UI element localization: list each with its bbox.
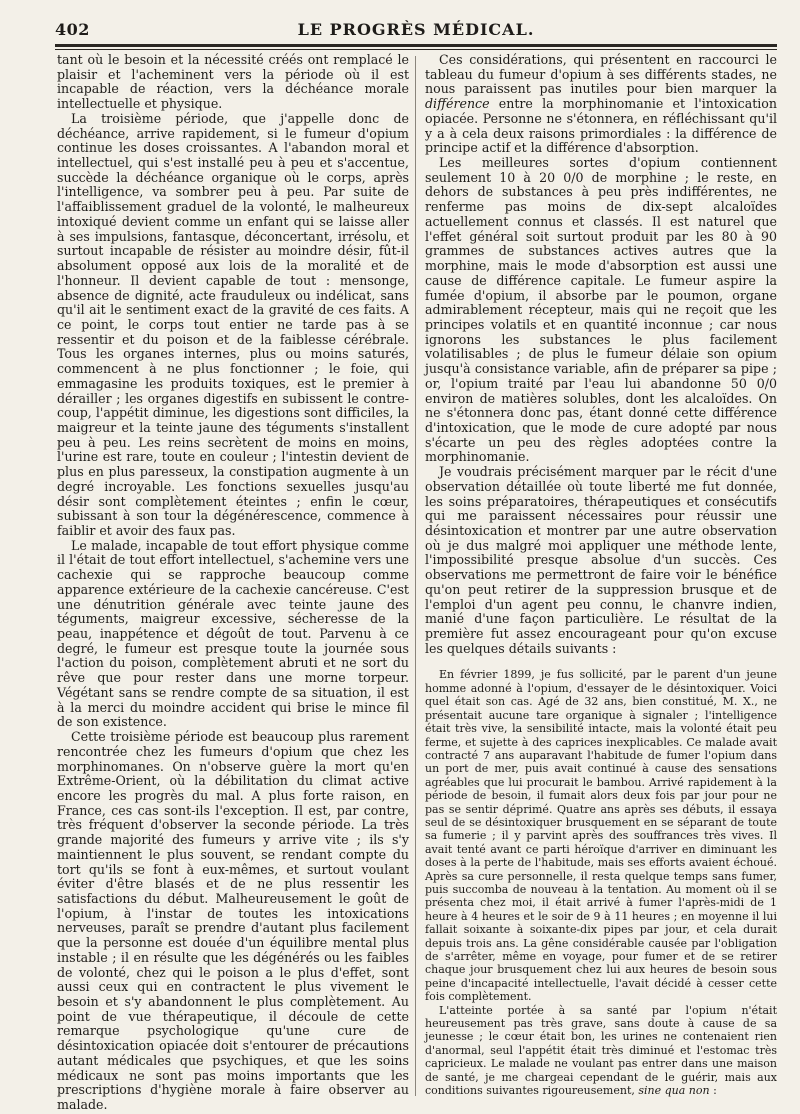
case-paragraph-2-start: L'atteinte portée à sa santé par l'opium n'était heureusement pas très grave, sans doute à cause de sa jeunesse ; le cœur était bon, les urines ne contenaient rien d'anormal, seul l'appétit était très diminué et l'estomac très capricieux. Le malade ne voulant pas entrer dans une maison de santé, je me chargeai cependant de le guérir, mais aux conditions suivantes rigoureusement, <box>425 1003 777 1098</box>
right-paragraph-3: Je voudrais précisément marquer par le récit d'une observation détaillée où toute liberté me fut donnée, les soins préparatoires, thérapeutiques et consécutifs qui me paraissent nécessaires pour réussir une désintoxication et montrer par une autre observation où je dus malgré moi appliquer une méthode lente, l'impossibilité presque absolue d'un succès. Ces observations me permettront de faire voir le bénéfice qu'on peut retirer de la suppression brusque et de l'emploi d'un agent peu connu, le chanvre indien, manié d'une façon particulière. Le résultat de la première fut assez encourageant pour qu'on excuse les quelques détails suivants : <box>425 464 777 656</box>
right-column <box>425 53 777 1103</box>
right-paragraph-1-start: Ces considérations, qui présentent en raccourci le tableau du fumeur d'opium à ses différents stades, ne nous paraissent pas inutiles pour bien marquer la <box>425 52 777 97</box>
case-paragraph-2-end: : <box>709 1084 717 1098</box>
right-paragraph-1-end: entre la morphinomanie et l'intoxication opiacée. Personne ne s'étonnera, en réfléchissant qu'il y a à cela deux raisons primordiales : la différence de principe actif et la différence d'absorption. <box>425 96 777 156</box>
left-paragraph-3: Le malade, incapable de tout effort physique comme il l'était de tout effort intellectuel, s'achemine vers une cachexie qui se rapproche beaucoup comme apparence extérieure de la cachexie cancéreuse. C'est une dénutrition générale avec teinte jaune des téguments, maigreur excessive, sécheresse de la peau, inappétence et dégoût de tout. Parvenu à ce degré, le fumeur est presque toute la journée sous l'action du poison, complètement abruti et ne sort du rêve que pour rester dans une morne torpeur. Végétant sans se rendre compte de sa situation, il est à la merci du moindre accident qui brise le mince fil de son existence. <box>57 537 409 730</box>
right-paragraph-2: Les meilleures sortes d'opium contiennent seulement 10 à 20 0/0 de morphine ; le reste, en dehors de substances à peu près indifférentes, ne renferme pas moins de dix-sept alcaloïdes actuellement connus et classés. Il est naturel que l'effet général soit surtout produit par les 80 à 90 grammes de substances actives autres que la morphine, mais le mode d'absorption est aussi une cause de différence capitale. Le fumeur aspire la fumée d'opium, il absorbe par le poumon, organe admirablement récepteur, mais qui ne reçoit que les principes volatils et en quantité inconnue ; car nous ignorons les substances le plus facilement volatilisables ; de plus le fumeur délaie son opium jusqu'à consistance variable, afin de préparer sa pipe ; or, l'opium traité par l'eau lui abandonne 50 0/0 environ de matières solubles, dont les alcaloïdes. On ne s'étonnera donc pas, étant donné cette différence d'intoxication, que le mode de cure adopté par nous s'écarte un peu des règles adoptées contre la morphinomanie. <box>425 155 777 465</box>
page-number: 402 <box>55 20 90 39</box>
header-rule-thick <box>55 44 777 47</box>
left-paragraph-2: La troisième période, que j'appelle donc de déchéance, arrive rapidement, si le fumeur d'opium continue les doses croissantes. A l'abandon moral et intellectuel, qui s'est installé peu à peu et s'accentue, succède la déchéance organique où le corps, après l'intelligence, va sombrer peu à peu. Par suite de l'affaiblissement graduel de la volonté, le malheureux intoxiqué devient comme un enfant qui se laisse aller à ses impulsions, fantasque, déconcertant, irrésolu, et surtout incapable de résister au moindre désir, fût-il absolument opposé aux lois de la moralité et de l'honneur. Il devient capable de tout : mensonge, absence de dignité, acte frauduleux ou indélicat, sans qu'il ait le sentiment exact de la gravité de ces faits. A ce point, le corps tout entier ne tarde pas à se ressentir et du poison et de la faiblesse cérébrale. Tous les organes internes, plus ou moins saturés, commencent à ne plus fonctionner ; le foie, qui emmagasine les produits toxiques, est le premier à dérailler ; les organes digestifs en subissent le contre-coup, l'appétit diminue, les digestions sont difficiles, la maigreur et la teinte jaune des téguments s'installent peu à peu. Les reins secrètent de moins en moins, l'urine est rare, toute en couleur ; l'intestin devient de plus en plus paresseux, la constipation augmente à un degré incroyable. Les fonctions sexuelles jusqu'au désir sont complètement éteintes ; enfin le cœur, subissant à son tour la dégénérescence, commence à faiblir et avoir des faux pas. <box>57 110 409 538</box>
header-rule-thin <box>55 49 777 50</box>
running-title: LE PROGRÈS MÉDICAL. <box>297 20 535 39</box>
column-divider <box>415 56 416 1096</box>
left-paragraph-4: Cette troisième période est beaucoup plus rarement rencontrée chez les fumeurs d'opium que chez les morphinomanes. On n'observe guère la mort qu'en Extrême-Orient, où la débilitation du climat active encore les progrès du mal. A plus forte raison, en France, ces cas sont-ils l'exception. Il est, par contre, très fréquent d'observer la seconde période. La très grande majorité des fumeurs y arrive vite ; ils s'y maintiennent le plus souvent, se rendant compte du tort qu'ils se font à eux-mêmes, et surtout voulant éviter d'être blasés et de ne plus ressentir les satisfactions du début. Malheureusement le goût de l'opium, à l'instar de toutes les intoxications nerveuses, paraît se prendre d'autant plus facilement que la personne est douée d'un équilibre mental plus instable ; il en résulte que les dégénérés ou les faibles de volonté, chez qui le poison a le plus d'effet, sont aussi ceux qui en contractent le plus vivement le besoin et s'y abandonnent le plus complètement. Au point de vue thérapeutique, il découle de cette remarque psychologique qu'une cure de désintoxication opiacée doit s'entourer de précautions autant médicales que psychiques, et que les soins médicaux ne sont pas moins importants que les prescriptions d'hygiène morale à faire observer au malade. <box>57 729 409 1113</box>
left-column <box>57 52 409 1113</box>
left-paragraph-1: tant où le besoin et la nécessité créés ont remplacé le plaisir et l'acheminent vers la période où il est incapable de réaction, vers la déchéance morale intellectuelle et physique. <box>57 52 409 112</box>
right-paragraph-1-emphasis: différence <box>425 96 490 112</box>
case-paragraph-2-emphasis: sine qua non <box>638 1084 710 1098</box>
right-paragraph-1 <box>425 53 777 156</box>
case-observation <box>425 668 777 1097</box>
case-paragraph-1: En février 1899, je fus sollicité, par le parent d'un jeune homme adonné à l'opium, d'essayer de le désintoxiquer. Voici quel était son cas. Agé de 32 ans, bien constitué, M. X., ne présentait aucune tare organique à signaler ; l'intelligence était très vive, la sensibilité intacte, mais la volonté était peu ferme, et sujette à des caprices inexplicables. Ce malade avait contracté 7 ans auparavant l'habitude de fumer l'opium dans un port de mer, puis avait continué à cause des sensations agréables que lui procurait le bambou. Arrivé rapidement à la période de besoin, il fumait alors deux fois par jour pour ne pas se sentir déprimé. Quatre ans après ses débuts, il essaya seul de se désintoxiquer brusquement en se séparant de toute sa fumerie ; il y parvint après des souffrances très vives. Il avait tenté avant ce parti héroïque d'arriver en diminuant les doses à la perte de l'habitude, mais ses efforts avaient échoué. Après sa cure personnelle, il resta quelque temps sans fumer, puis succomba de nouveau à la tentation. Au moment où il se présenta chez moi, il était arrivé à fumer l'après-midi de 1 heure à 4 heures et le soir de 9 à 11 heures ; en moyenne il lui fallait soixante à soixante-dix pipes par jour, et cela durait depuis trois ans. La gêne considérable causée par l'obligation de s'arrêter, même en voyage, pour fumer et de se retirer chaque jour brusquement chez lui aux heures de besoin sous peine d'incapacité intellectuelle, l'avait décidé à cesser cette fois complètement. <box>425 668 777 1004</box>
page-header <box>55 20 777 42</box>
case-paragraph-2 <box>425 1004 777 1098</box>
